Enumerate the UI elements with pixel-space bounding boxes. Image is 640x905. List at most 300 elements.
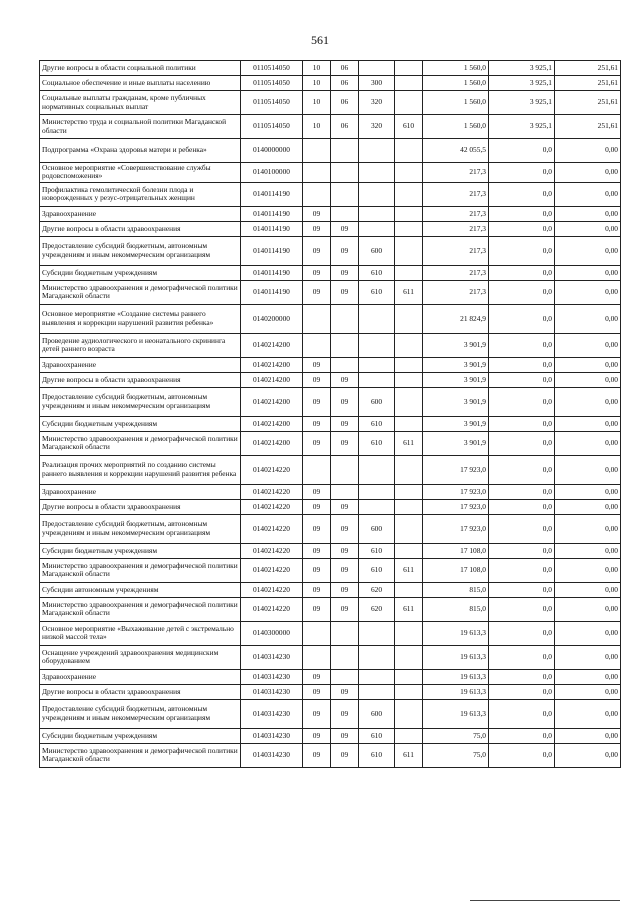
cell-section: 09 bbox=[303, 543, 331, 558]
cell-value-1: 17 108,0 bbox=[423, 543, 489, 558]
cell-name: Здравоохранение bbox=[40, 484, 241, 499]
cell-administrator bbox=[395, 728, 423, 743]
table-row bbox=[40, 139, 621, 163]
cell-value-3: 0,00 bbox=[555, 669, 621, 684]
cell-target-code: 0140314230 bbox=[241, 669, 303, 684]
cell-administrator bbox=[395, 699, 423, 728]
cell-subsection bbox=[331, 455, 359, 484]
cell-value-2: 0,0 bbox=[489, 221, 555, 236]
cell-name: Министерство здравоохранения и демографической политики Магаданской области bbox=[40, 558, 241, 582]
table-row bbox=[40, 236, 621, 265]
cell-name: Предоставление субсидий бюджетным, автономным учреждениям и иным некоммерческим организациям bbox=[40, 387, 241, 416]
cell-value-1: 75,0 bbox=[423, 743, 489, 767]
cell-value-3: 0,00 bbox=[555, 236, 621, 265]
cell-value-3: 0,00 bbox=[555, 582, 621, 597]
cell-subsection: 09 bbox=[331, 582, 359, 597]
cell-value-2: 0,0 bbox=[489, 484, 555, 499]
cell-target-code: 0140214200 bbox=[241, 431, 303, 455]
cell-name: Министерство здравоохранения и демографической политики Магаданской области bbox=[40, 280, 241, 304]
cell-subsection bbox=[331, 484, 359, 499]
cell-value-1: 17 923,0 bbox=[423, 455, 489, 484]
cell-value-3: 0,00 bbox=[555, 645, 621, 669]
cell-value-2: 0,0 bbox=[489, 597, 555, 621]
cell-section: 10 bbox=[303, 76, 331, 91]
cell-section: 09 bbox=[303, 669, 331, 684]
cell-name: Министерство здравоохранения и демографической политики Магаданской области bbox=[40, 743, 241, 767]
cell-administrator bbox=[395, 61, 423, 76]
cell-target-code: 0140000000 bbox=[241, 139, 303, 163]
cell-value-1: 19 613,3 bbox=[423, 645, 489, 669]
cell-target-code: 0140214200 bbox=[241, 372, 303, 387]
cell-target-code: 0140100000 bbox=[241, 163, 303, 183]
cell-subsection: 09 bbox=[331, 236, 359, 265]
cell-expense-type: 600 bbox=[359, 387, 395, 416]
cell-value-3: 0,00 bbox=[555, 455, 621, 484]
table-row bbox=[40, 645, 621, 669]
cell-value-1: 1 560,0 bbox=[423, 61, 489, 76]
cell-subsection bbox=[331, 163, 359, 183]
cell-administrator bbox=[395, 416, 423, 431]
cell-administrator bbox=[395, 645, 423, 669]
table-row bbox=[40, 333, 621, 357]
cell-subsection bbox=[331, 206, 359, 221]
cell-name: Предоставление субсидий бюджетным, автономным учреждениям и иным некоммерческим организациям bbox=[40, 514, 241, 543]
cell-value-1: 217,3 bbox=[423, 182, 489, 206]
cell-value-3: 0,00 bbox=[555, 280, 621, 304]
cell-target-code: 0110514050 bbox=[241, 115, 303, 139]
cell-expense-type bbox=[359, 357, 395, 372]
table-row bbox=[40, 484, 621, 499]
cell-name: Министерство здравоохранения и демографической политики Магаданской области bbox=[40, 597, 241, 621]
cell-section bbox=[303, 645, 331, 669]
cell-subsection: 06 bbox=[331, 76, 359, 91]
cell-expense-type: 610 bbox=[359, 416, 395, 431]
cell-value-3: 0,00 bbox=[555, 265, 621, 280]
cell-target-code: 0140114190 bbox=[241, 280, 303, 304]
cell-name: Здравоохранение bbox=[40, 206, 241, 221]
cell-value-1: 3 901,9 bbox=[423, 416, 489, 431]
cell-administrator bbox=[395, 499, 423, 514]
cell-subsection: 09 bbox=[331, 280, 359, 304]
table-row bbox=[40, 669, 621, 684]
cell-value-3: 0,00 bbox=[555, 372, 621, 387]
cell-section: 09 bbox=[303, 387, 331, 416]
cell-administrator bbox=[395, 221, 423, 236]
cell-value-3: 0,00 bbox=[555, 543, 621, 558]
cell-expense-type: 600 bbox=[359, 514, 395, 543]
table-row bbox=[40, 280, 621, 304]
cell-value-1: 19 613,3 bbox=[423, 621, 489, 645]
cell-target-code: 0110514050 bbox=[241, 91, 303, 115]
cell-value-1: 75,0 bbox=[423, 728, 489, 743]
cell-section: 09 bbox=[303, 514, 331, 543]
cell-value-1: 815,0 bbox=[423, 582, 489, 597]
cell-administrator bbox=[395, 236, 423, 265]
table-row bbox=[40, 455, 621, 484]
cell-target-code: 0140314230 bbox=[241, 684, 303, 699]
cell-subsection bbox=[331, 669, 359, 684]
cell-section bbox=[303, 333, 331, 357]
cell-name: Другие вопросы в области социальной политики bbox=[40, 61, 241, 76]
cell-section: 10 bbox=[303, 91, 331, 115]
table-row bbox=[40, 265, 621, 280]
cell-name: Проведение аудиологического и неонатального скрининга детей раннего возраста bbox=[40, 333, 241, 357]
cell-value-2: 0,0 bbox=[489, 543, 555, 558]
cell-subsection: 06 bbox=[331, 61, 359, 76]
cell-expense-type bbox=[359, 304, 395, 333]
cell-expense-type: 610 bbox=[359, 558, 395, 582]
cell-subsection: 09 bbox=[331, 499, 359, 514]
cell-subsection: 09 bbox=[331, 221, 359, 236]
cell-value-1: 217,3 bbox=[423, 280, 489, 304]
cell-value-2: 0,0 bbox=[489, 265, 555, 280]
cell-name: Субсидии бюджетным учреждениям bbox=[40, 728, 241, 743]
cell-expense-type: 600 bbox=[359, 699, 395, 728]
cell-value-1: 19 613,3 bbox=[423, 699, 489, 728]
cell-section: 09 bbox=[303, 499, 331, 514]
cell-value-3: 0,00 bbox=[555, 699, 621, 728]
cell-target-code: 0110514050 bbox=[241, 76, 303, 91]
cell-target-code: 0140114190 bbox=[241, 265, 303, 280]
cell-value-2: 0,0 bbox=[489, 558, 555, 582]
cell-value-2: 0,0 bbox=[489, 431, 555, 455]
cell-value-3: 0,00 bbox=[555, 597, 621, 621]
cell-expense-type bbox=[359, 684, 395, 699]
table-row bbox=[40, 684, 621, 699]
cell-subsection bbox=[331, 621, 359, 645]
cell-value-2: 0,0 bbox=[489, 182, 555, 206]
cell-value-1: 21 824,9 bbox=[423, 304, 489, 333]
cell-section: 09 bbox=[303, 280, 331, 304]
cell-value-3: 0,00 bbox=[555, 221, 621, 236]
cell-administrator bbox=[395, 76, 423, 91]
cell-name: Социальные выплаты гражданам, кроме публичных нормативных социальных выплат bbox=[40, 91, 241, 115]
cell-value-1: 1 560,0 bbox=[423, 115, 489, 139]
cell-subsection bbox=[331, 333, 359, 357]
cell-target-code: 0140214220 bbox=[241, 499, 303, 514]
cell-administrator: 611 bbox=[395, 558, 423, 582]
cell-subsection bbox=[331, 645, 359, 669]
cell-value-1: 3 901,9 bbox=[423, 431, 489, 455]
cell-value-3: 0,00 bbox=[555, 357, 621, 372]
cell-value-3: 0,00 bbox=[555, 728, 621, 743]
table-row bbox=[40, 514, 621, 543]
table-row bbox=[40, 431, 621, 455]
cell-value-3: 0,00 bbox=[555, 684, 621, 699]
cell-value-3: 251,61 bbox=[555, 115, 621, 139]
cell-subsection: 09 bbox=[331, 387, 359, 416]
cell-expense-type: 610 bbox=[359, 543, 395, 558]
cell-section: 10 bbox=[303, 115, 331, 139]
cell-subsection: 09 bbox=[331, 543, 359, 558]
page-bottom-rule bbox=[470, 900, 620, 901]
cell-target-code: 0140114190 bbox=[241, 182, 303, 206]
cell-value-3: 0,00 bbox=[555, 304, 621, 333]
cell-value-3: 0,00 bbox=[555, 333, 621, 357]
table-row bbox=[40, 582, 621, 597]
table-row bbox=[40, 372, 621, 387]
cell-administrator bbox=[395, 139, 423, 163]
cell-value-2: 3 925,1 bbox=[489, 76, 555, 91]
cell-section: 09 bbox=[303, 582, 331, 597]
cell-name: Другие вопросы в области здравоохранения bbox=[40, 499, 241, 514]
cell-expense-type bbox=[359, 163, 395, 183]
cell-section: 09 bbox=[303, 431, 331, 455]
cell-value-2: 0,0 bbox=[489, 206, 555, 221]
cell-subsection: 09 bbox=[331, 597, 359, 621]
cell-section: 09 bbox=[303, 416, 331, 431]
cell-value-2: 3 925,1 bbox=[489, 61, 555, 76]
cell-subsection: 09 bbox=[331, 684, 359, 699]
cell-value-2: 0,0 bbox=[489, 582, 555, 597]
cell-target-code: 0140300000 bbox=[241, 621, 303, 645]
cell-target-code: 0140114190 bbox=[241, 221, 303, 236]
cell-value-1: 217,3 bbox=[423, 265, 489, 280]
cell-expense-type: 610 bbox=[359, 280, 395, 304]
cell-subsection: 09 bbox=[331, 514, 359, 543]
cell-value-3: 0,00 bbox=[555, 416, 621, 431]
cell-value-2: 0,0 bbox=[489, 304, 555, 333]
table-row bbox=[40, 91, 621, 115]
cell-value-3: 0,00 bbox=[555, 514, 621, 543]
cell-target-code: 0110514050 bbox=[241, 61, 303, 76]
cell-section bbox=[303, 163, 331, 183]
cell-value-3: 0,00 bbox=[555, 163, 621, 183]
cell-name: Оснащение учреждений здравоохранения медицинским оборудованием bbox=[40, 645, 241, 669]
cell-value-1: 17 108,0 bbox=[423, 558, 489, 582]
cell-subsection: 09 bbox=[331, 699, 359, 728]
cell-value-1: 3 901,9 bbox=[423, 387, 489, 416]
cell-subsection: 09 bbox=[331, 743, 359, 767]
cell-value-2: 0,0 bbox=[489, 139, 555, 163]
cell-subsection bbox=[331, 357, 359, 372]
cell-value-1: 1 560,0 bbox=[423, 91, 489, 115]
cell-value-2: 0,0 bbox=[489, 499, 555, 514]
cell-value-1: 19 613,3 bbox=[423, 669, 489, 684]
cell-name: Реализация прочих мероприятий по созданию системы раннего выявления и коррекции нарушений развития ребенка bbox=[40, 455, 241, 484]
cell-section bbox=[303, 621, 331, 645]
table-row bbox=[40, 182, 621, 206]
cell-expense-type: 610 bbox=[359, 743, 395, 767]
cell-target-code: 0140314230 bbox=[241, 645, 303, 669]
cell-section: 09 bbox=[303, 684, 331, 699]
cell-name: Предоставление субсидий бюджетным, автономным учреждениям и иным некоммерческим организациям bbox=[40, 236, 241, 265]
cell-administrator bbox=[395, 684, 423, 699]
cell-expense-type bbox=[359, 484, 395, 499]
table-row bbox=[40, 416, 621, 431]
cell-name: Другие вопросы в области здравоохранения bbox=[40, 221, 241, 236]
cell-expense-type bbox=[359, 455, 395, 484]
cell-value-3: 0,00 bbox=[555, 621, 621, 645]
cell-target-code: 0140214220 bbox=[241, 484, 303, 499]
cell-subsection: 09 bbox=[331, 416, 359, 431]
cell-expense-type: 610 bbox=[359, 728, 395, 743]
cell-subsection: 09 bbox=[331, 728, 359, 743]
cell-value-1: 217,3 bbox=[423, 206, 489, 221]
table-row bbox=[40, 221, 621, 236]
cell-value-2: 0,0 bbox=[489, 645, 555, 669]
cell-section: 09 bbox=[303, 265, 331, 280]
cell-value-3: 0,00 bbox=[555, 558, 621, 582]
cell-name: Субсидии бюджетным учреждениям bbox=[40, 416, 241, 431]
table-row bbox=[40, 621, 621, 645]
cell-value-1: 1 560,0 bbox=[423, 76, 489, 91]
cell-name: Субсидии автономным учреждениям bbox=[40, 582, 241, 597]
cell-value-1: 3 901,9 bbox=[423, 372, 489, 387]
cell-section bbox=[303, 304, 331, 333]
cell-value-2: 0,0 bbox=[489, 236, 555, 265]
cell-subsection: 09 bbox=[331, 431, 359, 455]
cell-expense-type: 300 bbox=[359, 76, 395, 91]
cell-expense-type: 610 bbox=[359, 265, 395, 280]
cell-value-1: 217,3 bbox=[423, 221, 489, 236]
cell-section: 09 bbox=[303, 357, 331, 372]
cell-value-3: 0,00 bbox=[555, 499, 621, 514]
cell-administrator bbox=[395, 265, 423, 280]
cell-section: 09 bbox=[303, 484, 331, 499]
table-row bbox=[40, 163, 621, 183]
cell-subsection: 09 bbox=[331, 558, 359, 582]
cell-subsection: 09 bbox=[331, 372, 359, 387]
cell-value-3: 0,00 bbox=[555, 206, 621, 221]
table-row bbox=[40, 357, 621, 372]
cell-value-2: 0,0 bbox=[489, 514, 555, 543]
cell-value-2: 0,0 bbox=[489, 333, 555, 357]
cell-target-code: 0140214220 bbox=[241, 582, 303, 597]
cell-expense-type bbox=[359, 372, 395, 387]
cell-section: 09 bbox=[303, 699, 331, 728]
cell-administrator: 611 bbox=[395, 597, 423, 621]
budget-table bbox=[39, 60, 621, 768]
cell-value-2: 0,0 bbox=[489, 416, 555, 431]
cell-value-3: 0,00 bbox=[555, 139, 621, 163]
cell-target-code: 0140214220 bbox=[241, 543, 303, 558]
cell-name: Другие вопросы в области здравоохранения bbox=[40, 372, 241, 387]
cell-value-3: 0,00 bbox=[555, 743, 621, 767]
cell-expense-type bbox=[359, 333, 395, 357]
cell-value-2: 0,0 bbox=[489, 669, 555, 684]
table-row bbox=[40, 728, 621, 743]
cell-target-code: 0140214220 bbox=[241, 455, 303, 484]
cell-name: Министерство здравоохранения и демографической политики Магаданской области bbox=[40, 431, 241, 455]
cell-value-1: 42 055,5 bbox=[423, 139, 489, 163]
cell-subsection bbox=[331, 182, 359, 206]
cell-value-2: 3 925,1 bbox=[489, 115, 555, 139]
cell-value-1: 17 923,0 bbox=[423, 484, 489, 499]
cell-name: Подпрограмма «Охрана здоровья матери и ребенка» bbox=[40, 139, 241, 163]
table-row bbox=[40, 61, 621, 76]
cell-target-code: 0140214220 bbox=[241, 514, 303, 543]
cell-administrator bbox=[395, 514, 423, 543]
cell-subsection bbox=[331, 139, 359, 163]
page-number: 561 bbox=[311, 33, 329, 47]
cell-value-2: 3 925,1 bbox=[489, 91, 555, 115]
cell-value-2: 0,0 bbox=[489, 357, 555, 372]
cell-value-1: 3 901,9 bbox=[423, 333, 489, 357]
cell-value-3: 251,61 bbox=[555, 61, 621, 76]
cell-value-3: 251,61 bbox=[555, 91, 621, 115]
cell-subsection: 09 bbox=[331, 265, 359, 280]
cell-administrator bbox=[395, 91, 423, 115]
cell-expense-type bbox=[359, 669, 395, 684]
cell-subsection bbox=[331, 304, 359, 333]
cell-section: 09 bbox=[303, 236, 331, 265]
cell-value-2: 0,0 bbox=[489, 743, 555, 767]
cell-target-code: 0140314230 bbox=[241, 728, 303, 743]
table-row bbox=[40, 206, 621, 221]
cell-name: Социальное обеспечение и иные выплаты населению bbox=[40, 76, 241, 91]
cell-expense-type bbox=[359, 61, 395, 76]
cell-section: 09 bbox=[303, 206, 331, 221]
cell-value-2: 0,0 bbox=[489, 372, 555, 387]
table-row bbox=[40, 76, 621, 91]
cell-expense-type bbox=[359, 499, 395, 514]
table-row bbox=[40, 558, 621, 582]
cell-target-code: 0140314230 bbox=[241, 699, 303, 728]
cell-target-code: 0140214220 bbox=[241, 597, 303, 621]
cell-value-2: 0,0 bbox=[489, 280, 555, 304]
cell-target-code: 0140214220 bbox=[241, 558, 303, 582]
table-row bbox=[40, 699, 621, 728]
table-row bbox=[40, 387, 621, 416]
table-row bbox=[40, 115, 621, 139]
cell-value-2: 0,0 bbox=[489, 728, 555, 743]
cell-administrator bbox=[395, 372, 423, 387]
cell-section: 09 bbox=[303, 728, 331, 743]
cell-target-code: 0140314230 bbox=[241, 743, 303, 767]
cell-administrator bbox=[395, 484, 423, 499]
cell-section: 09 bbox=[303, 743, 331, 767]
cell-value-1: 3 901,9 bbox=[423, 357, 489, 372]
cell-section: 09 bbox=[303, 558, 331, 582]
cell-administrator bbox=[395, 621, 423, 645]
cell-value-1: 815,0 bbox=[423, 597, 489, 621]
cell-target-code: 0140214200 bbox=[241, 357, 303, 372]
cell-section bbox=[303, 455, 331, 484]
cell-subsection: 06 bbox=[331, 91, 359, 115]
cell-value-2: 0,0 bbox=[489, 163, 555, 183]
cell-name: Основное мероприятие «Создание системы раннего выявления и коррекции нарушений развития ребенка» bbox=[40, 304, 241, 333]
cell-name: Здравоохранение bbox=[40, 669, 241, 684]
table-row bbox=[40, 304, 621, 333]
cell-administrator bbox=[395, 582, 423, 597]
cell-administrator: 611 bbox=[395, 280, 423, 304]
cell-administrator bbox=[395, 387, 423, 416]
cell-administrator: 610 bbox=[395, 115, 423, 139]
table-row bbox=[40, 597, 621, 621]
cell-value-3: 251,61 bbox=[555, 76, 621, 91]
cell-expense-type: 320 bbox=[359, 91, 395, 115]
cell-expense-type: 620 bbox=[359, 582, 395, 597]
cell-section: 09 bbox=[303, 372, 331, 387]
cell-value-3: 0,00 bbox=[555, 431, 621, 455]
cell-value-2: 0,0 bbox=[489, 387, 555, 416]
cell-expense-type bbox=[359, 645, 395, 669]
cell-section: 10 bbox=[303, 61, 331, 76]
cell-administrator bbox=[395, 333, 423, 357]
cell-administrator: 611 bbox=[395, 431, 423, 455]
cell-expense-type: 610 bbox=[359, 431, 395, 455]
cell-expense-type bbox=[359, 206, 395, 221]
cell-value-2: 0,0 bbox=[489, 699, 555, 728]
cell-value-3: 0,00 bbox=[555, 387, 621, 416]
cell-value-1: 19 613,3 bbox=[423, 684, 489, 699]
cell-name: Субсидии бюджетным учреждениям bbox=[40, 265, 241, 280]
cell-value-1: 217,3 bbox=[423, 163, 489, 183]
cell-target-code: 0140114190 bbox=[241, 206, 303, 221]
table-row bbox=[40, 743, 621, 767]
cell-value-2: 0,0 bbox=[489, 455, 555, 484]
